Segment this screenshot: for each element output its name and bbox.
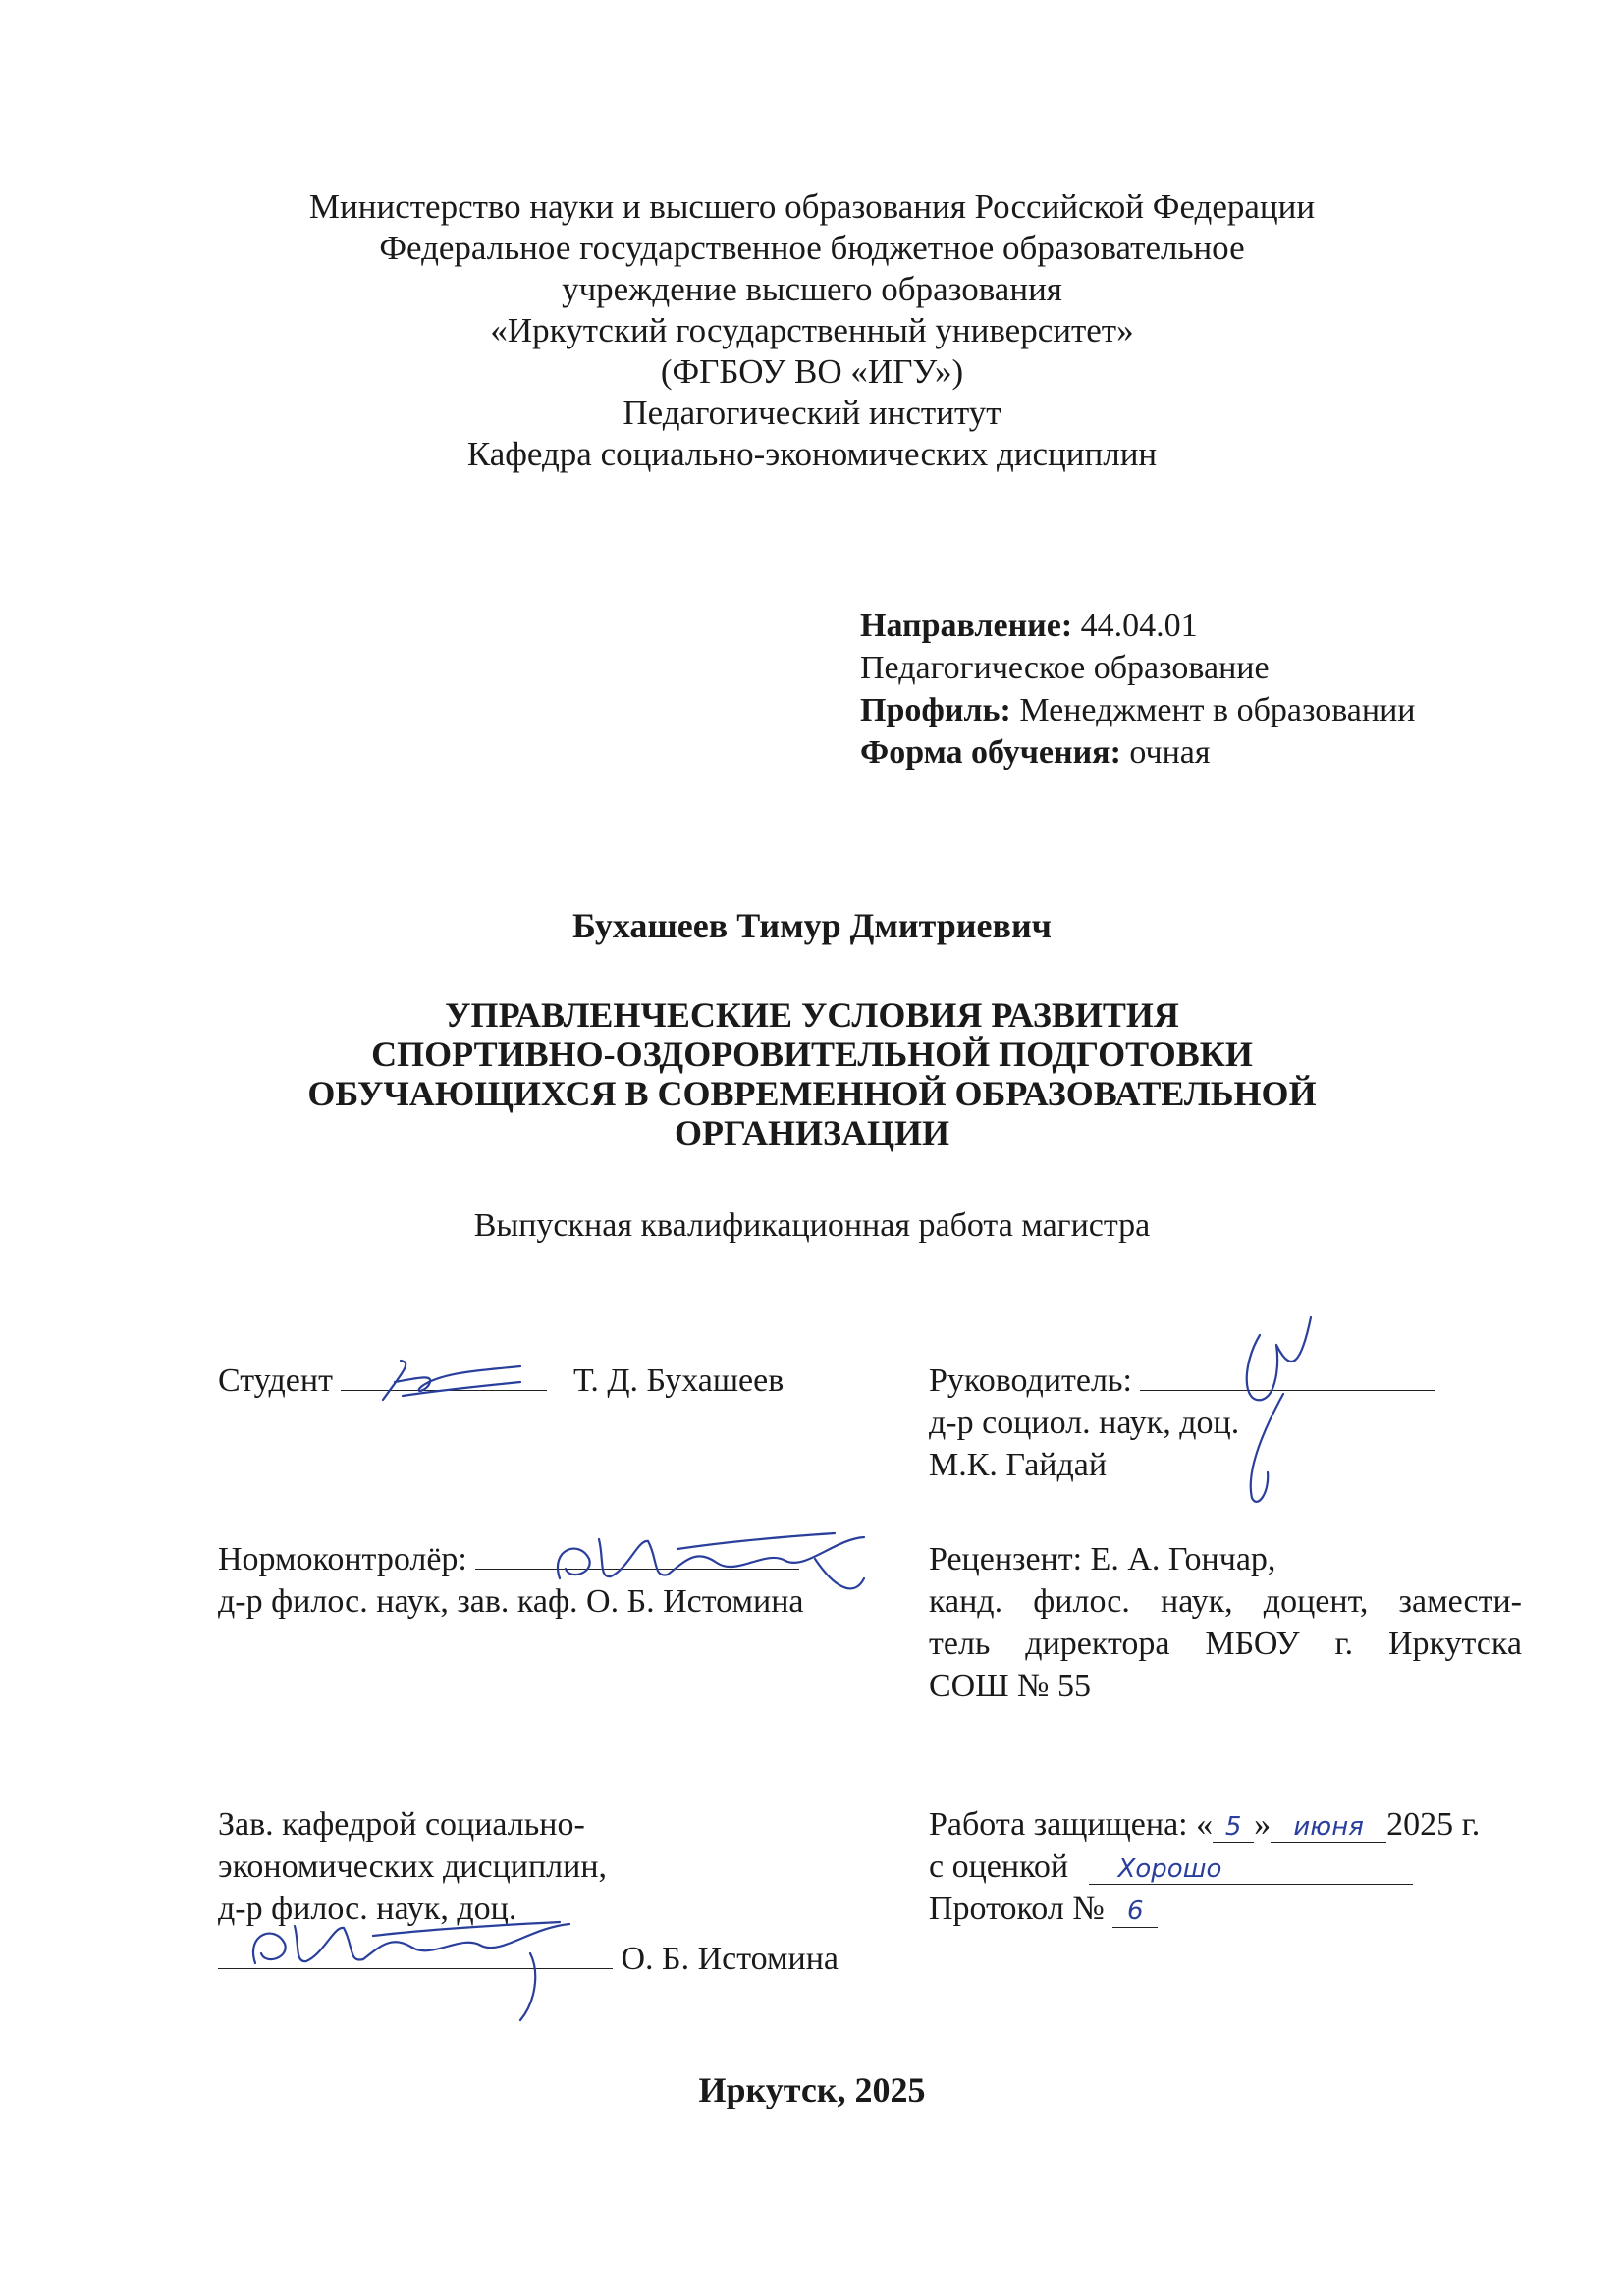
university-type-line: Федеральное государственное бюджетное образовательное [379,229,1245,267]
supervisor-line [929,1361,1435,1402]
protocol-line [929,1889,1158,1930]
supervisor-label: Руководитель: [929,1362,1132,1399]
defense-label: Работа защищена: « [929,1806,1214,1842]
work-type: Выпускная квалификационная работа магистра [473,1207,1151,1244]
student-label: Студент [218,1362,333,1399]
protocol-number: 6 [1112,1897,1158,1928]
city-year: Иркутск, 2025 [698,2070,926,2109]
protocol-label: Протокол № [929,1891,1105,1927]
form-value: очная [1129,734,1211,771]
ministry-line: Министерство науки и высшего образования Российской Федерации [308,187,1316,226]
university-type-line-2: учреждение высшего образования [562,270,1062,308]
grade-value: Хорошо [1089,1855,1413,1885]
institute-name: Педагогический институт [623,394,1001,432]
profile-line [860,690,1415,731]
form-line [860,732,1211,774]
head-name: О. Б. Истомина [621,1941,839,1977]
student-name: Т. Д. Бухашеев [572,1362,785,1399]
normcontrol-label: Нормоконтролёр: [218,1541,467,1577]
profile-label: Профиль: [860,692,1011,728]
reviewer-line-3: тель директора МБОУ г. Иркутска [929,1626,1522,1662]
head-line-3: д-р филос. наук, доц. [218,1891,517,1927]
university-name: «Иркутский государственный университет» [490,311,1134,349]
reviewer-line-1: Рецензент: Е. А. Гончар, [929,1541,1276,1577]
defense-quote-close: » [1254,1806,1272,1842]
defense-year: 2025 г. [1386,1806,1481,1842]
reviewer-line-4: СОШ № 55 [929,1668,1091,1704]
author-name: Бухашеев Тимур Дмитриевич [571,906,1052,945]
form-label: Форма обучения: [860,734,1121,771]
head-signature [236,1914,609,2032]
title-line-4: ОРГАНИЗАЦИИ [675,1113,949,1152]
title-line-2: СПОРТИВНО-ОЗДОРОВИТЕЛЬНОЙ ПОДГОТОВКИ [371,1035,1253,1074]
title-line-1: УПРАВЛЕНЧЕСКИЕ УСЛОВИЯ РАЗВИТИЯ [445,995,1179,1035]
defense-line [929,1804,1480,1845]
normcontrol-details: д-р филос. наук, зав. каф. О. Б. Истомина [218,1583,804,1620]
direction-label: Направление: [860,608,1073,644]
title-line-3: ОБУЧАЮЩИХСЯ В СОВРЕМЕННОЙ ОБРАЗОВАТЕЛЬНОЙ [307,1074,1317,1113]
direction-line [860,606,1198,647]
supervisor-degree: д-р социол. наук, доц. [929,1405,1240,1441]
direction-code: 44.04.01 [1080,608,1198,644]
direction-name: Педагогическое образование [860,650,1270,686]
grade-label: с оценкой [929,1848,1069,1885]
supervisor-name: М.К. Гайдай [929,1447,1108,1483]
head-line-1: Зав. кафедрой социально- [218,1806,585,1842]
defense-month: июня [1271,1813,1386,1843]
supervisor-signature [1222,1306,1330,1512]
department-name: Кафедра социально-экономических дисциплин [466,435,1158,473]
normcontrol-signature [540,1520,884,1608]
profile-value: Менеджмент в образовании [1019,692,1416,728]
head-line-2: экономических дисциплин, [218,1848,608,1885]
university-abbr: (ФГБОУ ВО «ИГУ») [660,352,964,391]
defense-day: 5 [1213,1813,1254,1843]
student-signature [373,1353,530,1412]
grade-line [929,1846,1413,1888]
reviewer-line-2: канд. филос. наук, доцент, замести- [929,1583,1522,1620]
